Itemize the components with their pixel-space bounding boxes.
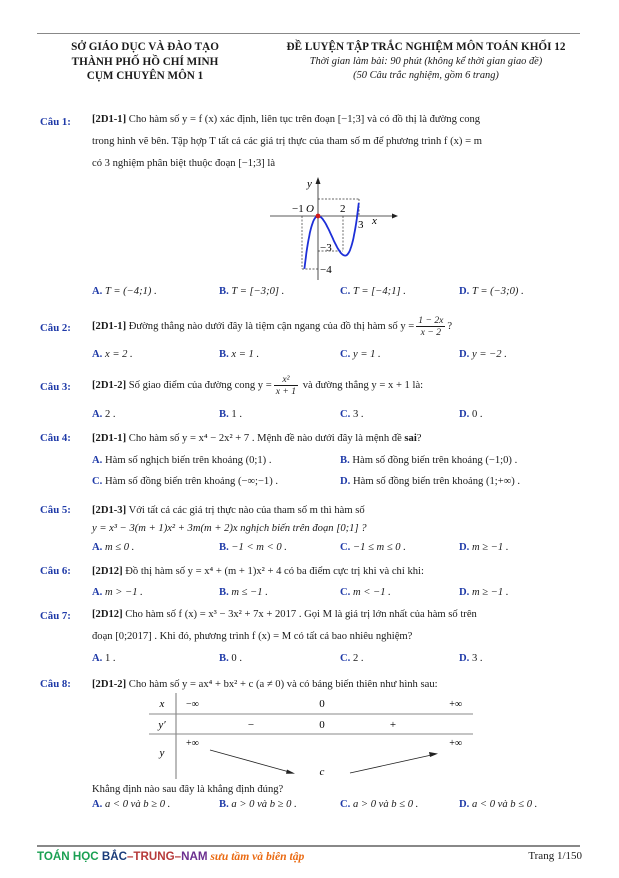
option[interactable]: D. 0 . — [459, 409, 483, 420]
footer-rule — [37, 845, 580, 847]
header-exam-info — [250, 40, 602, 84]
org-line-2: THÀNH PHỐ HỒ CHÍ MINH — [71, 55, 219, 68]
tick-label: −3 — [320, 242, 332, 254]
row-label-yprime: y′ — [158, 719, 166, 731]
tick-label: −4 — [320, 264, 332, 276]
option[interactable]: B. 0 . — [219, 653, 242, 664]
option[interactable]: B. T = [−3;0] . — [219, 286, 285, 297]
table-cell: +∞ — [449, 738, 462, 749]
header-rule — [37, 33, 580, 34]
option[interactable]: B. Hàm số đồng biến trên khoảng (−1;0) . — [340, 455, 518, 466]
org-line-1: SỞ GIÁO DỤC VÀ ĐÀO TẠO — [71, 41, 219, 53]
function-graph — [270, 172, 400, 280]
question-label: Câu 4: — [40, 432, 71, 444]
option[interactable]: C. y = 1 . — [340, 349, 381, 360]
row-label-x: x — [159, 698, 165, 710]
table-cell: − — [247, 719, 255, 731]
option[interactable]: D. m ≥ −1 . — [459, 542, 509, 553]
table-cell: −∞ — [186, 699, 199, 710]
question-line: Cho hàm số y = f (x) xác định, liên tục trên đoạn [−1;3] và có đồ thị là đường cong — [128, 114, 481, 125]
increasing-arrow — [350, 754, 436, 773]
question-3-text: [2D1-2] Số giao điểm của đường cong y = $\frac{\text{x²}}{x + 1}$ và đường thẳng y = x + 1 là: — [92, 374, 424, 398]
question-6-text: [2D12] Đồ thị hàm số y = x⁴ + (m + 1)x² + 4 có ba điểm cực trị khi và chỉ khi: — [92, 566, 424, 577]
option[interactable]: C. Hàm số đồng biến trên khoảng (−∞;−1) . — [92, 476, 279, 487]
question-code: [2D1-1] — [92, 321, 127, 332]
tick-label: −1 — [292, 203, 304, 215]
table-cell: + — [389, 719, 397, 731]
footer-brand: TOÁN HỌC BẮC–TRUNG–NAM sưu tầm và biên tập — [37, 850, 305, 863]
option[interactable]: A. T = (−4;1) . — [92, 286, 157, 297]
x-axis-arrow-icon — [392, 214, 398, 219]
tick-label: 3 — [358, 219, 364, 231]
question-7-text: [2D12] Cho hàm số f (x) = x³ − 3x² + 7x + 2017 . Gọi M là giá trị lớn nhất của hàm số trên đoạn [0;2017] . Khi đó, phương trình f (x) = M có tất cả bao nhiêu nghiệm? — [92, 609, 477, 642]
option[interactable]: A. 1 . — [92, 653, 116, 664]
option[interactable]: C. 2 . — [340, 653, 364, 664]
exam-title: ĐỀ LUYỆN TẬP TRẮC NGHIỆM MÔN TOÁN KHỐI 12 — [286, 41, 566, 53]
option[interactable]: C. T = [−4;1] . — [340, 286, 406, 297]
option[interactable]: B. 1 . — [219, 409, 242, 420]
org-line-3: CỤM CHUYÊN MÔN 1 — [86, 70, 204, 82]
question-label: Câu 2: — [40, 322, 71, 334]
table-cell: +∞ — [186, 738, 199, 749]
row-label-y: y — [159, 747, 165, 759]
question-2-text: [2D1-1] Đường thẳng nào dưới đây là tiệm cận ngang của đồ thị hàm số y = $\frac{1 - 2x}{x - 2}$ ? — [92, 315, 453, 339]
option[interactable]: A. a < 0 và b ≥ 0 . — [92, 799, 171, 810]
question-code: [2D12] — [92, 566, 123, 577]
arrow-head-icon — [429, 752, 438, 757]
option[interactable]: A. m > −1 . — [92, 587, 143, 598]
option[interactable]: D. 3 . — [459, 653, 483, 664]
option[interactable]: A. x = 2 . — [92, 349, 133, 360]
question-label: Câu 3: — [40, 381, 71, 393]
y-axis-label: y — [307, 178, 312, 190]
option[interactable]: A. Hàm số nghịch biến trên khoảng (0;1) . — [92, 455, 272, 466]
fraction: $\frac{\text{x²}}{x + 1}$ — [275, 374, 297, 398]
question-label: Câu 5: — [40, 504, 71, 516]
table-cell: 0 — [319, 719, 325, 731]
option[interactable]: C. a > 0 và b ≤ 0 . — [340, 799, 419, 810]
option[interactable]: D. Hàm số đồng biến trên khoảng (1;+∞) . — [340, 476, 521, 487]
option[interactable]: B. −1 < m < 0 . — [219, 542, 287, 553]
tick-label: 2 — [340, 203, 346, 215]
arrow-head-icon — [286, 770, 295, 774]
question-8-text: [2D1-2] Cho hàm số y = ax⁴ + bx² + c (a ≠ 0) và có bảng biến thiên như hình sau: — [92, 679, 438, 690]
variation-table — [140, 693, 480, 779]
origin-point — [316, 214, 321, 219]
exam-count: (50 Câu trắc nghiệm, gồm 6 trang) — [353, 70, 499, 81]
origin-label: O — [306, 203, 314, 215]
question-line: có 3 nghiệm phân biệt thuộc đoạn [−1;3] là — [92, 158, 276, 169]
option[interactable]: D. T = (−3;0) . — [459, 286, 524, 297]
fraction: $\frac{1 - 2x}{x - 2}$ — [418, 315, 444, 339]
question-5-text: [2D1-3] Với tất cả các giá trị thực nào của tham số m thì hàm số y = x³ − 3(m + 1)x² + 3m(m + 2)x nghịch biến trên đoạn [0;1] ? — [92, 505, 367, 534]
option[interactable]: A. m ≤ 0 . — [92, 542, 135, 553]
question-4-text: [2D1-1] Cho hàm số y = x⁴ − 2x² + 7 . Mệnh đề nào dưới đây là mệnh đề sai? — [92, 433, 422, 444]
option[interactable]: B. m ≤ −1 . — [219, 587, 268, 598]
table-cell: +∞ — [449, 699, 462, 710]
question-label: Câu 6: — [40, 565, 71, 577]
question-code: [2D1-3] — [92, 505, 127, 516]
option[interactable]: D. a < 0 và b ≤ 0 . — [459, 799, 538, 810]
question-code: [2D12] — [92, 609, 123, 620]
question-line: trong hình vẽ bên. Tập hợp T tất cả các giá trị thực của tham số m để phương trình f (x) = m — [92, 136, 482, 147]
option[interactable]: C. 3 . — [340, 409, 364, 420]
x-axis-label: x — [372, 215, 377, 227]
table-cell: c — [319, 766, 325, 778]
exam-time: Thời gian làm bài: 90 phút (không kể thời gian giao đề) — [309, 55, 543, 67]
option[interactable]: A. 2 . — [92, 409, 116, 420]
question-code: [2D1-1] — [92, 114, 127, 125]
question-1-text — [92, 109, 586, 175]
question-code: [2D1-1] — [92, 433, 127, 444]
page-number: Trang 1/150 — [528, 850, 582, 862]
question-label: Câu 8: — [40, 678, 71, 690]
option[interactable]: D. y = −2 . — [459, 349, 507, 360]
question-8-prompt: Khẳng định nào sau đây là khẳng định đúng? — [92, 784, 284, 795]
decreasing-arrow — [210, 750, 293, 773]
y-axis-arrow-icon — [316, 177, 321, 184]
option[interactable]: C. −1 ≤ m ≤ 0 . — [340, 542, 406, 553]
option[interactable]: D. m ≥ −1 . — [459, 587, 509, 598]
option[interactable]: B. a > 0 và b ≥ 0 . — [219, 799, 297, 810]
question-label: Câu 7: — [40, 610, 71, 622]
question-code: [2D1-2] — [92, 679, 127, 690]
header-organization — [40, 40, 250, 84]
option[interactable]: B. x = 1 . — [219, 349, 260, 360]
table-cell: 0 — [319, 698, 325, 710]
question-code: [2D1-2] — [92, 380, 127, 391]
option[interactable]: C. m < −1 . — [340, 587, 391, 598]
question-label: Câu 1: — [40, 116, 71, 128]
